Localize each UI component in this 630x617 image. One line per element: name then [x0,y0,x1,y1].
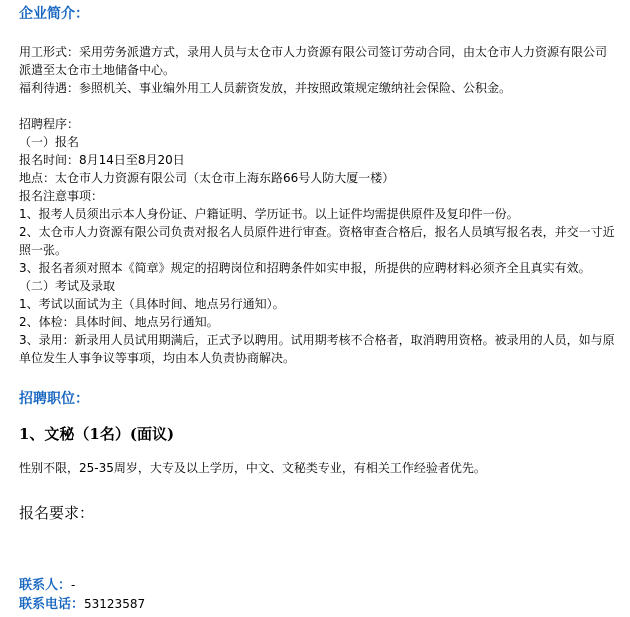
contact-person-value: - [71,578,76,592]
company-intro-heading: 企业简介： [19,6,89,22]
contact-info [19,576,617,614]
procedure-line: 招聘程序： [19,117,80,131]
contact-phone-label: 联系电话： [19,597,85,612]
procedure-line: 报名注意事项： [19,189,104,203]
procedure-line: 3、录用：新录用人员试用期满后，正式予以聘用。试用期考核不合格者，取消聘用资格。被录用的人员，如与原单位发生人事争议等事项，均由本人负责协商解决。 [19,333,615,365]
procedure-line: 报名时间：8月14日至8月20日 [19,153,185,167]
procedure-line: 1、考试以面试为主（具体时间、地点另行通知）。 [19,297,285,311]
contact-phone-value: 53123587 [84,597,146,611]
job-description: 性别不限，25-35周岁，大专及以上学历，中文、文秘类专业，有相关工作经验者优先。 [19,461,486,475]
procedure-line: 2、体检：具体时间、地点另行通知。 [19,315,219,329]
requirements-label: 报名要求： [19,504,95,522]
contact-person-label: 联系人： [19,578,72,593]
job-title: 1、文秘（1名）(面议) [19,425,175,443]
company-intro-body [19,43,617,97]
benefits: 福利待遇：参照机关、事业编外用工人员薪资发放，并按照政策规定缴纳社会保险、公积金。 [19,81,512,95]
procedure-line: 地点：太仓市人力资源有限公司（太仓市上海东路66号人防大厦一楼） [19,171,395,185]
recruitment-procedure [19,115,617,367]
procedure-line: 2、太仓市人力资源有限公司负责对报名人员原件进行审查。资格审查合格后，报名人员填写报名表，并交一寸近照一张。 [19,225,615,257]
procedure-line: （二）考试及录取 [19,279,116,293]
procedure-line: 1、报考人员须出示本人身份证、户籍证明、学历证书。以上证件均需提供原件及复印件一份。 [19,207,519,221]
contact-person [19,576,617,595]
procedure-line: （一）报名 [19,135,80,149]
positions-heading: 招聘职位： [19,391,89,407]
employment-form: 用工形式：采用劳务派遣方式，录用人员与太仓市人力资源有限公司签订劳动合同，由太仓市人力资源有限公司派遣至太仓市土地储备中心。 [19,45,608,77]
contact-phone [19,595,617,614]
procedure-line: 3、报名者须对照本《简章》规定的招聘岗位和招聘条件如实申报，所提供的应聘材料必须齐全且真实有效。 [19,261,591,275]
